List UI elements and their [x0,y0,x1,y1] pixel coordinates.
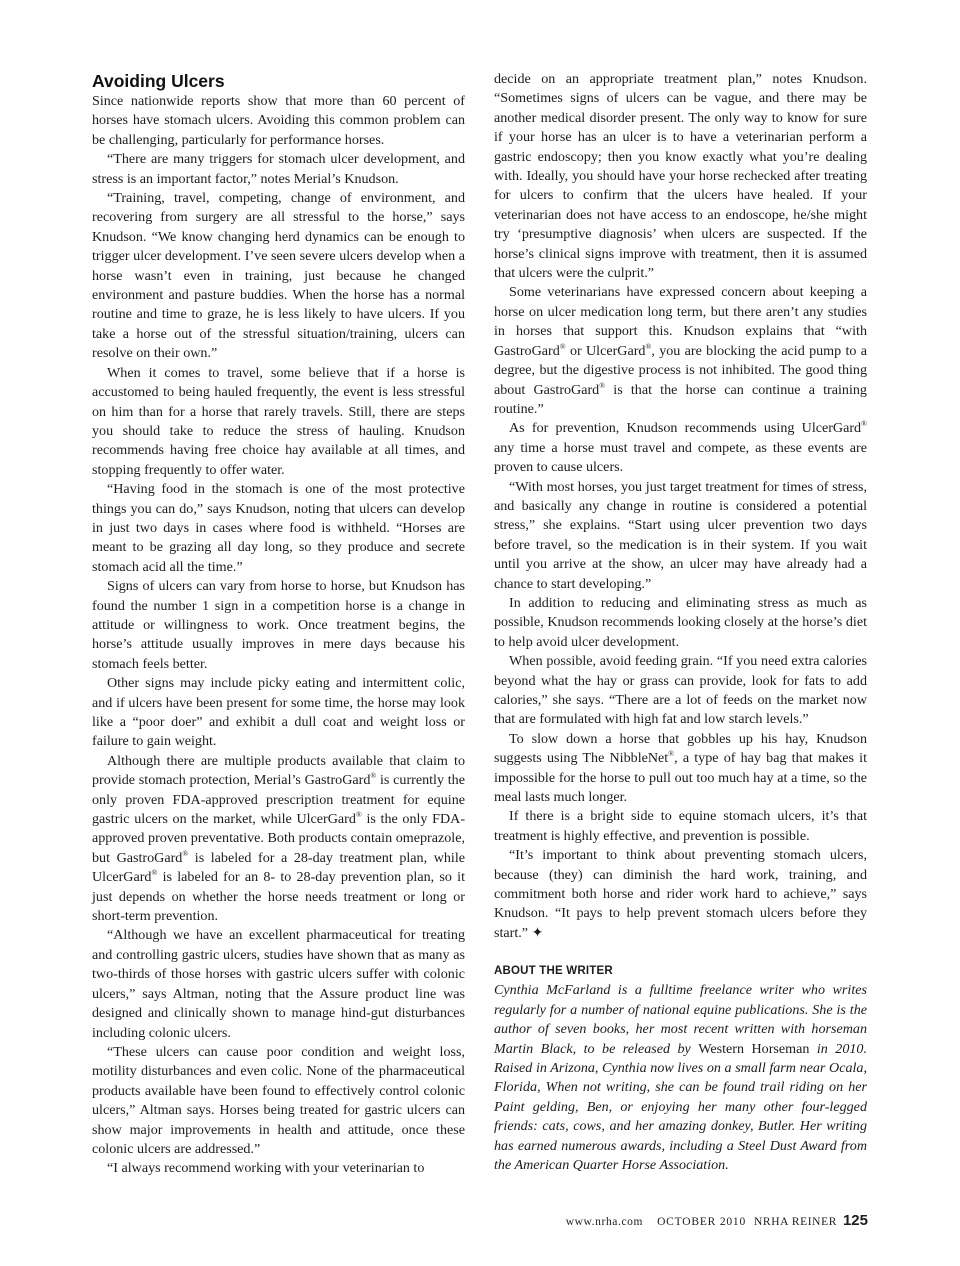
paragraph: When possible, avoid feeding grain. “If you need extra calories beyond what the hay or grass can provide, look for fats to add calories,” she says. “There are a lot of feeds on the market now that are formulated with high fat and low starch levels.” [494,653,867,728]
footer-url: www.nrha.com [565,1216,644,1228]
paragraph: “Although we have an excellent pharmaceutical for treating and controlling gastric ulcers, studies have shown that as many as two-thirds of those horses with gastric ulcers suffer with colonic ulcers,” says Altman, noting that the Assure product line was designed and clinically shown to manage hind-gut disturbances including colonic ulcers. [92,927,465,1041]
paragraph: “With most horses, you just target treatment for times of stress, and basically any change in routine is considered a potential stress,” she explains. “Start using ulcer prevention two days before travel, so the medication is in their system. If you wait until you arrive at the show, an ulcer may have already had a chance to start developing.” [494,478,867,592]
left-column [92,70,465,1179]
paragraph: Other signs may include picky eating and intermittent colic, and if ulcers have been present for some time, the horse may look like a “poor doer” and exhibit a dull coat and weight loss or failure to gain weight. [92,675,465,750]
registered-mark: ® [645,341,652,351]
registered-mark: ® [182,849,189,859]
registered-mark: ® [599,380,606,390]
right-column [494,70,867,1175]
paragraph: To slow down a horse that gobbles up his hay, Knudson suggests using The NibbleNet®, a type of hay bag that makes it impossible for the horse to pull out too much hay at a time, so the meal lasts much longer. [494,730,867,806]
bio-text: Cynthia McFarland is a fulltime freelance writer who writes regularly for a number of national equine publications. She is the author of seven books, her most recent written with horseman Martin Black, to be released by [494,982,867,1057]
section-heading: Avoiding Ulcers [92,71,225,91]
registered-mark: ® [151,868,158,878]
registered-mark: ® [355,810,362,820]
paragraph: Signs of ulcers can vary from horse to horse, but Knudson has found the number 1 sign in a competition horse is a change in attitude or willingness to work. Once treatment begins, the horse’s attitude usually improves in mere days because his stomach feels better. [92,578,465,672]
footer-magazine: NRHA REINER [754,1216,837,1228]
paragraph: As for prevention, Knudson recommends using UlcerGard® any time a horse must travel and compete, as these events are proven to cause ulcers. [494,419,867,476]
paragraph: Although there are multiple products available that claim to provide stomach protection, Merial’s GastroGard® is currently the only proven FDA-approved prescription treatment for equine gastric ulcers on the market, while UlcerGard® is the only FDA-approved proven preventative. Both products contain omeprazole, but GastroGard® is labeled for a 28-day treatment plan, while UlcerGard® is labeled for an 8- to 28-day prevention plan, so it just depends on whether the horse needs treatment or long or short-term prevention. [92,752,466,925]
bio-text: in 2010. Raised in Arizona, Cynthia now lives on a small farm near Ocala, Florida, When not writing, she can be found trail riding on her Paint gelding, Ben, or enjoying her many other four-legged friends: cats, cows, and her amazing donkey, Butler. Her writing has earned numerous awards, including a Steel Dust Award from the American Quarter Horse Association. [494,1040,867,1173]
paragraph: When it comes to travel, some believe that if a horse is accustomed to being hauled frequently, the event is less stressful on him than for a horse that rarely travels. Still, there are steps you should take to reduce the stress of hauling. Knudson recommends having free choice hay available at all times, and stopping frequently to offer water. [92,364,465,478]
publication-name: Western Horseman [698,1040,810,1057]
paragraph: Some veterinarians have expressed concern about keeping a horse on ulcer medication long term, but there aren’t any studies in horses that support this. Knudson explains that “with GastroGard® or UlcerGard®, you are blocking the acid pump to a degree, but the digestive process is not inhibited. The good thing about GastroGard® is that the horse can continue a training routine.” [494,284,867,417]
page-footer [558,1212,868,1229]
registered-mark: ® [668,749,675,759]
paragraph: “Having food in the stomach is one of the most protective things you can do,” says Knudson, noting that ulcers can develop in just two days in cases where food is withheld. “Horses are meant to be grazing all day long, so they produce and secrete stomach acid all the time.” [92,481,465,575]
registered-mark: ® [861,419,867,429]
paragraph: “Training, travel, competing, change of environment, and recovering from surgery are all stressful to the horse,” says Knudson. “We know changing herd dynamics can be enough to trigger ulcer development. I’ve seen severe ulcers develop when a horse wasn’t even in training, just because he changed environment and pasture buddies. When the horse has a normal routine and time to graze, he is less likely to have ulcers. If you take a horse out of the stressful situation/training, ulcers can resolve on their own.” [92,190,465,362]
paragraph: decide on an appropriate treatment plan,” notes Knudson. “Sometimes signs of ulcers can be vague, and there may be another medical disorder present. The only way to know for sure if your horse has an ulcer is to have a veterinarian perform a gastric endoscopy; then you know exactly what you’re dealing with. Ideally, you should have your horse rechecked after treating for ulcers to confirm that the ulcers have healed. If your veterinarian does not have access to an endoscope, he/she might try ‘presumptive diagnosis’ when ulcers are suspected. If the horse’s clinical signs improve with treatment, then it is assumed that ulcers were the culprit.” [494,71,867,282]
paragraph: “I always recommend working with your veterinarian to [107,1160,425,1177]
paragraph: If there is a bright side to equine stomach ulcers, it’s that treatment is highly effective, and prevention is possible. [494,808,867,844]
paragraph: In addition to reducing and eliminating stress as much as possible, Knudson recommends looking closely at the horse’s diet to help avoid ulcer development. [494,594,867,650]
registered-mark: ® [370,771,377,781]
about-writer-heading: ABOUT THE WRITER [494,965,613,978]
paragraph: Since nationwide reports show that more than 60 percent of horses have stomach ulcers. Avoiding this common problem can be challenging, particularly for performance horses. [92,93,465,148]
footer-issue: OCTOBER 2010 [657,1216,747,1228]
registered-mark: ® [559,341,566,351]
writer-bio [494,981,867,1175]
paragraph: “These ulcers can cause poor condition and weight loss, motility disturbances and even colic. None of the pharmaceutical products available have been found to effectively control colonic ulcers,” Altman says. Horses being treated for gastric ulcers can show major improvements in health and attitude, once these colonic ulcers are addressed.” [92,1043,465,1157]
paragraph: “There are many triggers for stomach ulcer development, and stress is an important factor,” notes Merial’s Knudson. [92,151,465,187]
page-number: 125 [842,1212,868,1229]
paragraph: “It’s important to think about preventing stomach ulcers, because (they) can diminish the hard work, training, and commitment both horse and rider work hard to achieve,” says Knudson. “It pays to help prevent stomach ulcers before they start.” ✦ [494,847,867,941]
